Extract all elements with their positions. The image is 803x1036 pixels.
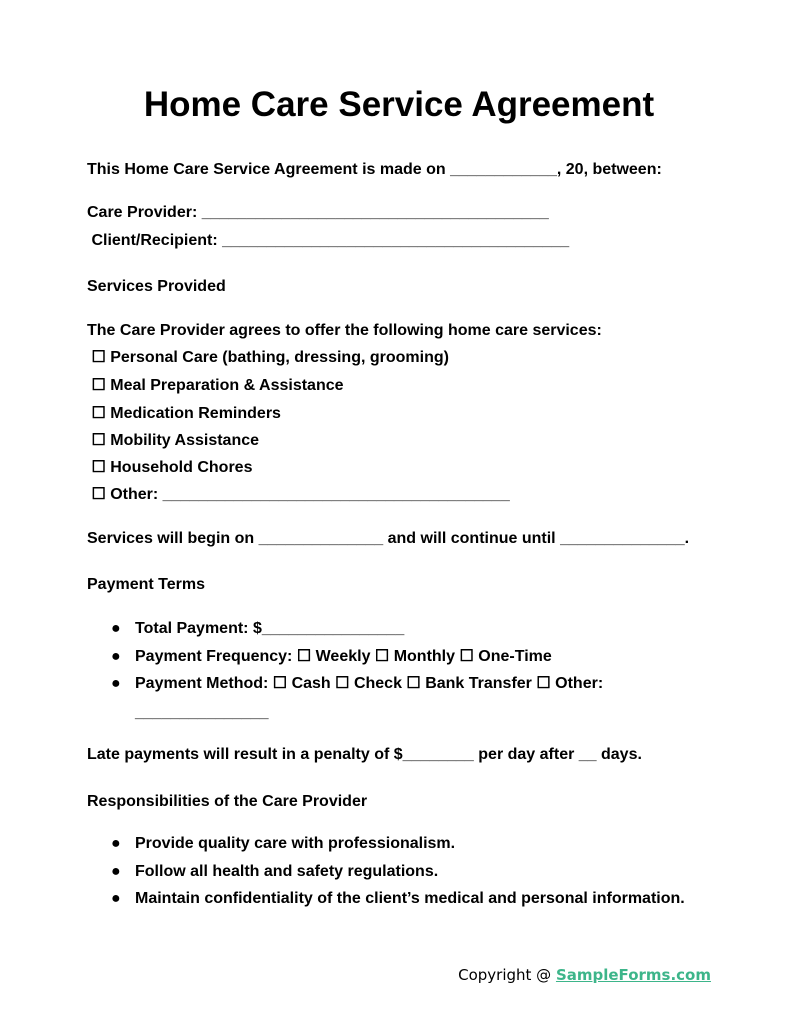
- payment-frequency-item: Payment Frequency: ☐ Weekly ☐ Monthly ☐ One-Time: [135, 648, 552, 665]
- service-checkbox-item: ☐ Medication Reminders: [87, 405, 281, 422]
- copyright-footer: [458, 965, 711, 985]
- document-title: Home Care Service Agreement: [143, 85, 655, 124]
- responsibilities-heading: Responsibilities of the Care Provider: [87, 793, 368, 810]
- service-checkbox-item: ☐ Meal Preparation & Assistance: [87, 377, 344, 394]
- copyright-prefix: Copyright @: [458, 966, 556, 984]
- bullet-icon: ●: [111, 675, 121, 692]
- service-checkbox-item: ☐ Mobility Assistance: [87, 432, 260, 449]
- bullet-icon: ●: [111, 863, 121, 880]
- bullet-icon: ●: [111, 648, 121, 665]
- payment-method-item: Payment Method: ☐ Cash ☐ Check ☐ Bank Transfer ☐ Other:: [135, 675, 604, 692]
- late-payment-terms: Late payments will result in a penalty of $________ per day after __ days.: [87, 746, 642, 763]
- responsibility-item: Provide quality care with professionalism.: [135, 835, 456, 852]
- responsibility-item: Maintain confidentiality of the client’s medical and personal information.: [135, 890, 685, 907]
- bullet-icon: ●: [111, 890, 121, 907]
- service-checkbox-item: ☐ Household Chores: [87, 459, 253, 476]
- responsibility-item: Follow all health and safety regulations.: [135, 863, 439, 880]
- service-dates: Services will begin on ______________ and will continue until ______________.: [87, 530, 690, 547]
- payment-method-other-line: _______________: [135, 704, 269, 721]
- service-checkbox-item: ☐ Personal Care (bathing, dressing, grooming): [87, 349, 449, 366]
- agreement-intro: This Home Care Service Agreement is made on ____________, 20, between:: [87, 161, 662, 178]
- bullet-icon: ●: [111, 620, 121, 637]
- payment-heading: Payment Terms: [87, 576, 205, 593]
- services-heading: Services Provided: [87, 278, 226, 295]
- care-provider-field: Care Provider: _______________________________________: [87, 204, 549, 221]
- services-intro: The Care Provider agrees to offer the following home care services:: [87, 322, 602, 339]
- payment-total-item: Total Payment: $________________: [135, 620, 405, 637]
- sampleforms-link[interactable]: SampleForms.com: [555, 966, 711, 984]
- client-recipient-field: Client/Recipient: _______________________________________: [87, 232, 570, 249]
- bullet-icon: ●: [111, 835, 121, 852]
- service-checkbox-item: ☐ Other: _______________________________________: [87, 486, 510, 503]
